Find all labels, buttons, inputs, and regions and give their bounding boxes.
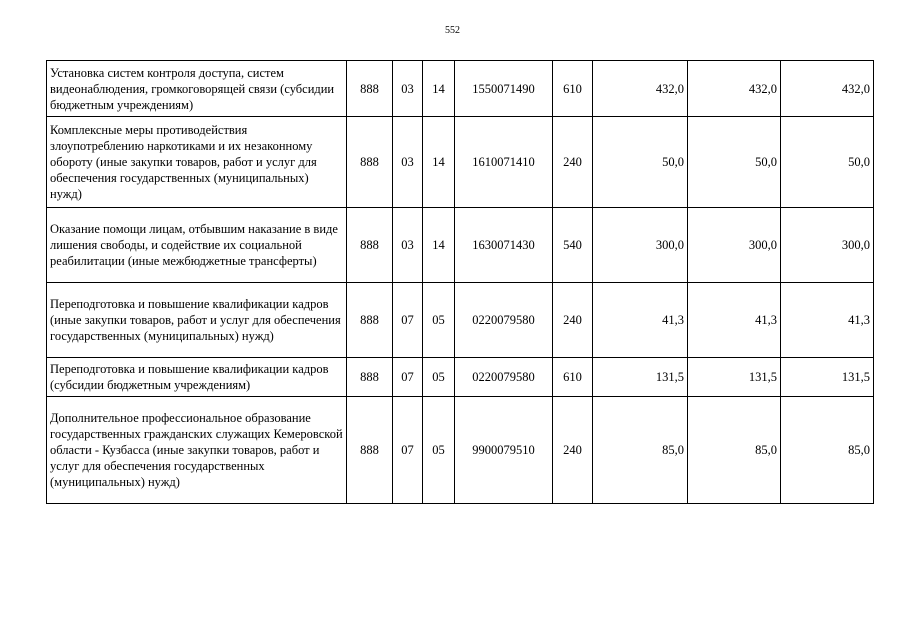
section-code: 03 bbox=[393, 61, 423, 117]
target-article-code: 1550071490 bbox=[455, 61, 553, 117]
expense-type-code: 540 bbox=[553, 208, 593, 283]
subsection-code: 05 bbox=[423, 397, 455, 504]
subsection-code: 14 bbox=[423, 208, 455, 283]
amount-year-1: 85,0 bbox=[593, 397, 688, 504]
target-article-code: 0220079580 bbox=[455, 283, 553, 358]
ministry-code: 888 bbox=[347, 397, 393, 504]
table-row bbox=[47, 397, 874, 504]
target-article-code: 0220079580 bbox=[455, 358, 553, 397]
amount-year-1: 300,0 bbox=[593, 208, 688, 283]
budget-table bbox=[46, 60, 874, 504]
section-code: 07 bbox=[393, 358, 423, 397]
section-code: 07 bbox=[393, 283, 423, 358]
amount-year-2: 300,0 bbox=[688, 208, 781, 283]
ministry-code: 888 bbox=[347, 61, 393, 117]
row-description: Переподготовка и повышение квалификации кадров (субсидии бюджетным учреждениям) bbox=[47, 358, 347, 397]
amount-year-2: 50,0 bbox=[688, 117, 781, 208]
amount-year-3: 85,0 bbox=[781, 397, 874, 504]
section-code: 07 bbox=[393, 397, 423, 504]
amount-year-1: 432,0 bbox=[593, 61, 688, 117]
expense-type-code: 240 bbox=[553, 117, 593, 208]
table-row bbox=[47, 283, 874, 358]
amount-year-2: 432,0 bbox=[688, 61, 781, 117]
subsection-code: 14 bbox=[423, 61, 455, 117]
row-description: Оказание помощи лицам, отбывшим наказание в виде лишения свободы, и содействие их социальной реабилитации (иные межбюджетные трансферты) bbox=[47, 208, 347, 283]
table-row bbox=[47, 61, 874, 117]
expense-type-code: 610 bbox=[553, 358, 593, 397]
target-article-code: 9900079510 bbox=[455, 397, 553, 504]
ministry-code: 888 bbox=[347, 208, 393, 283]
subsection-code: 05 bbox=[423, 358, 455, 397]
amount-year-3: 41,3 bbox=[781, 283, 874, 358]
target-article-code: 1610071410 bbox=[455, 117, 553, 208]
section-code: 03 bbox=[393, 208, 423, 283]
amount-year-2: 85,0 bbox=[688, 397, 781, 504]
row-description: Комплексные меры противодействия злоупотреблению наркотиками и их незаконному обороту (иные закупки товаров, работ и услуг для обеспечения государственных (муниципальных) нужд) bbox=[47, 117, 347, 208]
amount-year-2: 41,3 bbox=[688, 283, 781, 358]
ministry-code: 888 bbox=[347, 358, 393, 397]
row-description: Установка систем контроля доступа, систем видеонаблюдения, громкоговорящей связи (субсидии бюджетным учреждениям) bbox=[47, 61, 347, 117]
amount-year-3: 432,0 bbox=[781, 61, 874, 117]
page-number: 552 bbox=[445, 25, 460, 36]
target-article-code: 1630071430 bbox=[455, 208, 553, 283]
amount-year-1: 50,0 bbox=[593, 117, 688, 208]
amount-year-3: 131,5 bbox=[781, 358, 874, 397]
ministry-code: 888 bbox=[347, 283, 393, 358]
amount-year-1: 41,3 bbox=[593, 283, 688, 358]
row-description: Переподготовка и повышение квалификации кадров (иные закупки товаров, работ и услуг для обеспечения государственных (муниципальных) нужд) bbox=[47, 283, 347, 358]
expense-type-code: 240 bbox=[553, 397, 593, 504]
expense-type-code: 610 bbox=[553, 61, 593, 117]
amount-year-2: 131,5 bbox=[688, 358, 781, 397]
table-row bbox=[47, 117, 874, 208]
section-code: 03 bbox=[393, 117, 423, 208]
subsection-code: 14 bbox=[423, 117, 455, 208]
table-row bbox=[47, 358, 874, 397]
amount-year-1: 131,5 bbox=[593, 358, 688, 397]
ministry-code: 888 bbox=[347, 117, 393, 208]
table-row bbox=[47, 208, 874, 283]
amount-year-3: 300,0 bbox=[781, 208, 874, 283]
expense-type-code: 240 bbox=[553, 283, 593, 358]
subsection-code: 05 bbox=[423, 283, 455, 358]
amount-year-3: 50,0 bbox=[781, 117, 874, 208]
row-description: Дополнительное профессиональное образование государственных гражданских служащих Кемеровской области - Кузбасса (иные закупки товаров, работ и услуг для обеспечения государственных (муниципальных) нужд) bbox=[47, 397, 347, 504]
